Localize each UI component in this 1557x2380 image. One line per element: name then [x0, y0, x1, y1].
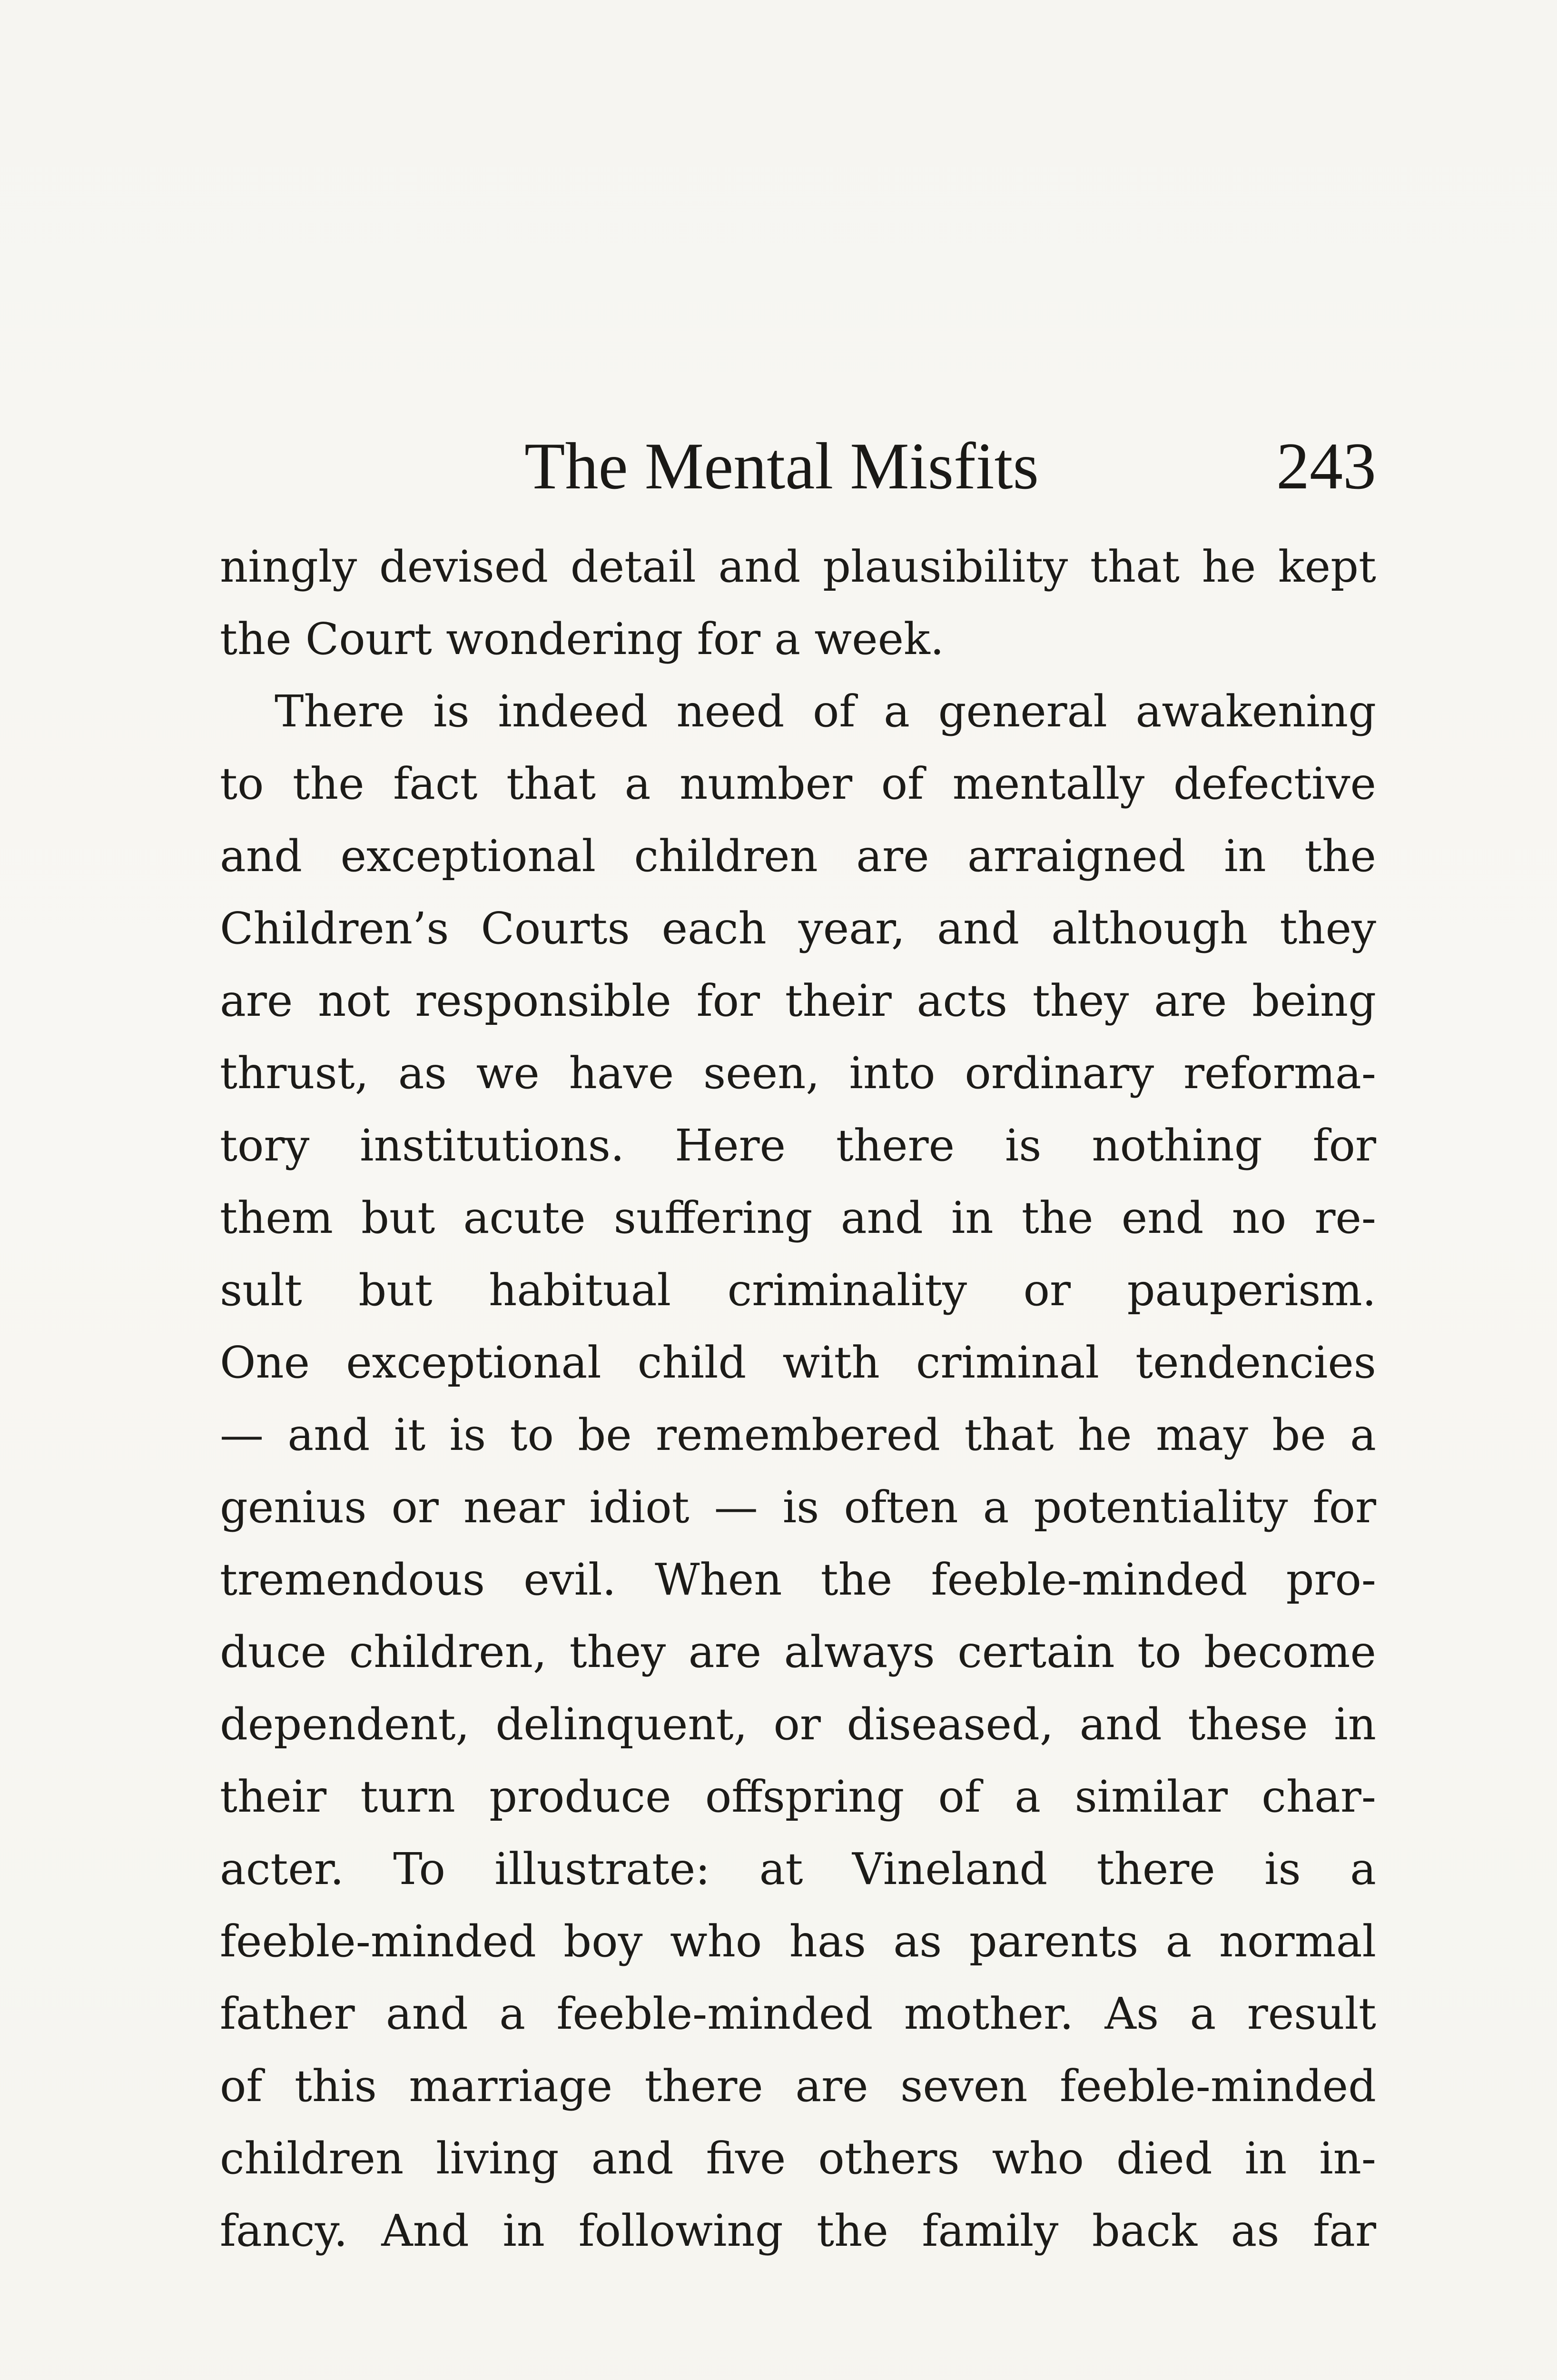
text-line: sult but habitual criminality or pauperism.	[220, 1265, 1376, 1316]
text-line: tory institutions. Here there is nothing for	[220, 1120, 1376, 1171]
text-line: to the fact that a number of mentally defective	[220, 758, 1376, 809]
text-line: of this marriage there are seven feeble-minded	[220, 2061, 1376, 2112]
text-line: — and it is to be remembered that he may be a	[220, 1409, 1376, 1460]
text-line: are not responsible for their acts they are being	[220, 975, 1376, 1026]
text-line: dependent, delinquent, or diseased, and these in	[220, 1699, 1376, 1750]
text-line: acter. To illustrate: at Vineland there is a	[220, 1844, 1376, 1894]
text-line: their turn produce offspring of a similar char-	[220, 1771, 1376, 1822]
text-line: tremendous evil. When the feeble-minded pro-	[220, 1554, 1376, 1605]
text-line: thrust, as we have seen, into ordinary reforma-	[220, 1048, 1376, 1099]
text-line: and exceptional children are arraigned in the	[220, 831, 1376, 882]
body-text	[220, 531, 1376, 2267]
text-line: Children’s Courts each year, and although they	[220, 903, 1376, 954]
running-title: The Mental Misfits	[524, 429, 1039, 503]
page-number: 243	[1276, 429, 1376, 503]
page-header	[220, 419, 1376, 514]
text-line: duce children, they are always certain to become	[220, 1626, 1376, 1677]
text-line: One exceptional child with criminal tendencies	[220, 1337, 1376, 1388]
text-line: them but acute suffering and in the end no re-	[220, 1192, 1376, 1243]
text-line: genius or near idiot — is often a potentiality for	[220, 1482, 1376, 1533]
text-line: children living and five others who died in in-	[220, 2133, 1376, 2184]
text-line: father and a feeble-minded mother. As a result	[220, 1988, 1376, 2039]
text-line: the Court wondering for a week.	[220, 614, 945, 664]
text-line: fancy. And in following the family back as far	[220, 2205, 1376, 2256]
text-line: ningly devised detail and plausibility that he kept	[220, 541, 1376, 592]
text-line: feeble-minded boy who has as parents a normal	[220, 1916, 1376, 1967]
text-line: There is indeed need of a general awakening	[275, 686, 1376, 737]
